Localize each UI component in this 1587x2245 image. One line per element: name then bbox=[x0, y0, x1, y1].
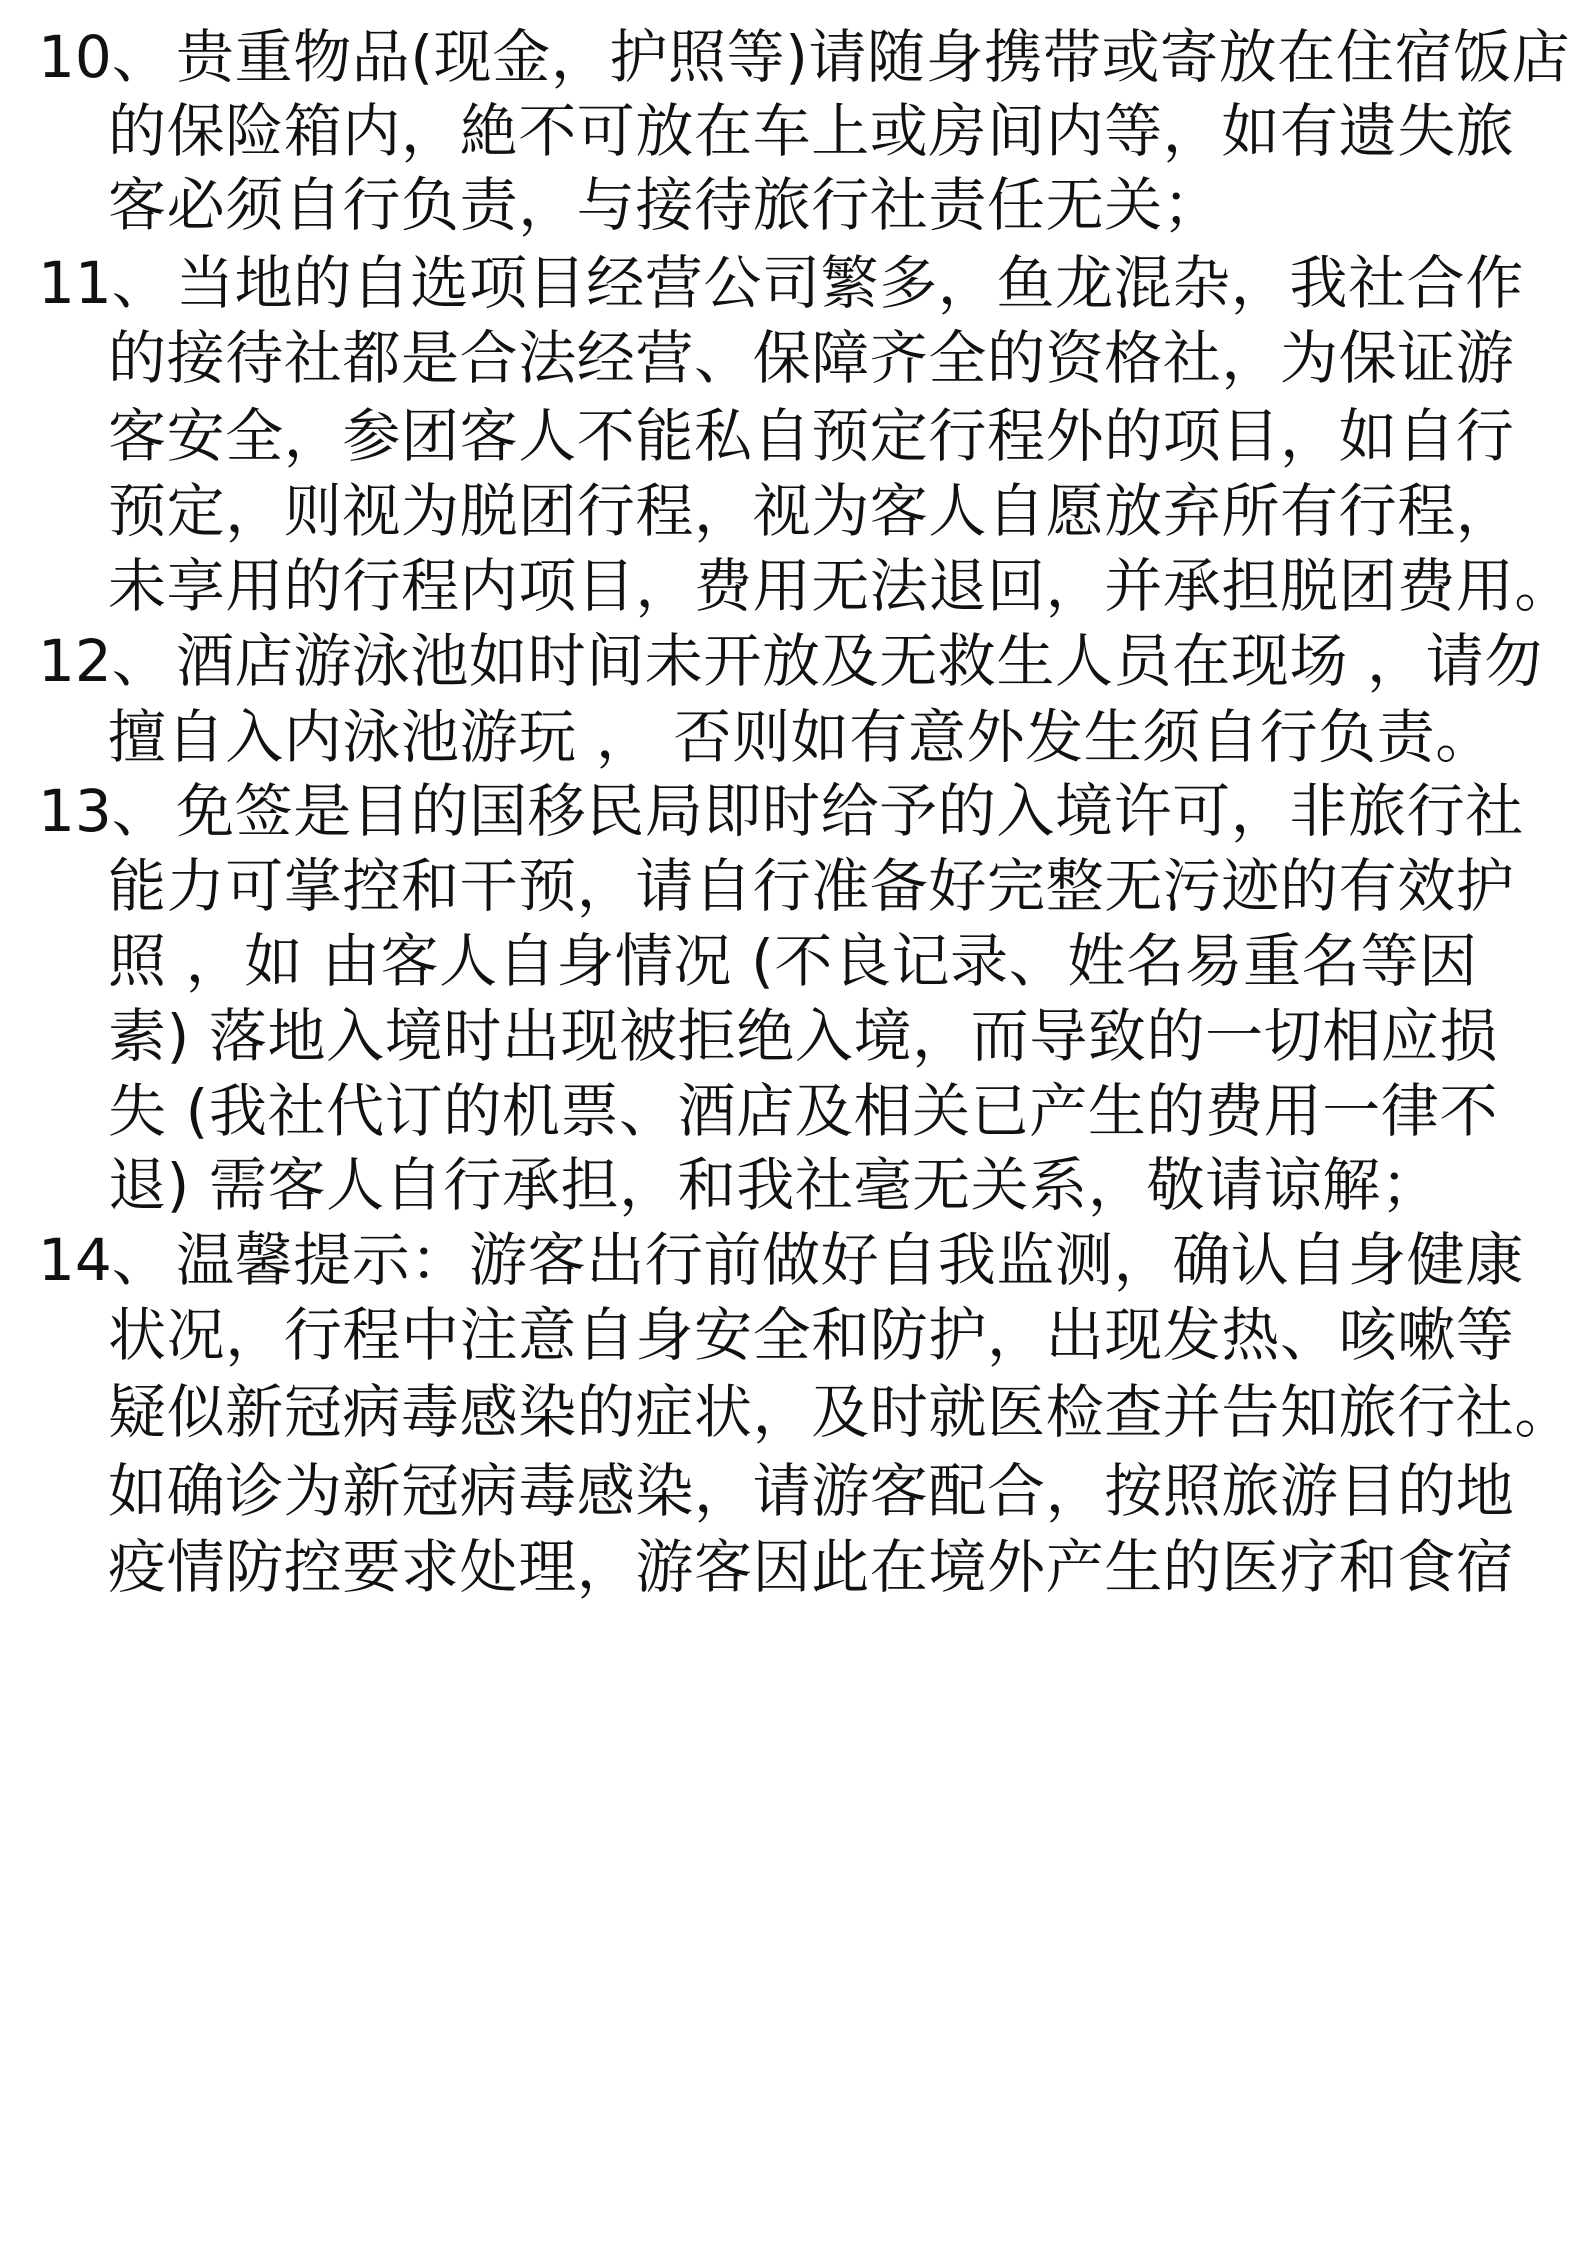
item-number: 13、 bbox=[38, 777, 170, 845]
item-line: 如确诊为新冠病毒感染，请游客配合，按照旅游目的地 bbox=[108, 1457, 1515, 1525]
item-line: 素) 落地入境时出现被拒绝入境，而导致的一切相应损 bbox=[108, 1002, 1499, 1070]
item-line: 失 (我社代订的机票、酒店及相关已产生的费用一律不 bbox=[108, 1077, 1499, 1145]
item-line: 的接待社都是合法经营、保障齐全的资格社，为保证游 bbox=[108, 324, 1515, 392]
item-line: 预定，则视为脱团行程，视为客人自愿放弃所有行程， bbox=[108, 477, 1515, 545]
item-line: 状况，行程中注意自身安全和防护，出现发热、咳嗽等 bbox=[108, 1301, 1515, 1369]
item-line: 疑似新冠病毒感染的症状，及时就医检查并告知旅行社。 bbox=[108, 1378, 1574, 1446]
item-line: 退) 需客人自行承担，和我社毫无关系，敬请谅解； bbox=[108, 1151, 1440, 1219]
item-line: 客必须自行负责，与接待旅行社责任无关； bbox=[108, 171, 1222, 239]
item-line: 擅自入内泳池游玩 ， 否则如有意外发生须自行负责。 bbox=[108, 703, 1494, 771]
item-line: 酒店游泳池如时间未开放及无救生人员在现场 ，请勿 bbox=[176, 627, 1543, 695]
item-number: 12、 bbox=[38, 627, 170, 695]
item-line: 当地的自选项目经营公司繁多，鱼龙混杂，我社合作 bbox=[176, 249, 1524, 317]
item-line: 温馨提示：游客出行前做好自我监测，确认自身健康 bbox=[176, 1226, 1524, 1294]
item-line: 客安全，参团客人不能私自预定行程外的项目，如自行 bbox=[108, 402, 1515, 470]
item-line: 贵重物品(现金，护照等)请随身携带或寄放在住宿饭店 bbox=[176, 23, 1571, 91]
item-number: 10、 bbox=[38, 23, 170, 91]
item-line: 照 ，如 由客人自身情况 (不良记录、姓名易重名等因 bbox=[108, 927, 1478, 995]
item-line: 能力可掌控和干预，请自行准备好完整无污迹的有效护 bbox=[108, 852, 1515, 920]
item-number: 14、 bbox=[38, 1226, 170, 1294]
item-line: 未享用的行程内项目，费用无法退回，并承担脱团费用。 bbox=[108, 552, 1574, 620]
item-line: 免签是目的国移民局即时给予的入境许可，非旅行社 bbox=[176, 777, 1524, 845]
item-line: 疫情防控要求处理，游客因此在境外产生的医疗和食宿 bbox=[108, 1533, 1515, 1601]
item-line: 的保险箱内，絶不可放在车上或房间内等，如有遗失旅 bbox=[108, 97, 1515, 165]
item-number: 11、 bbox=[38, 249, 170, 317]
